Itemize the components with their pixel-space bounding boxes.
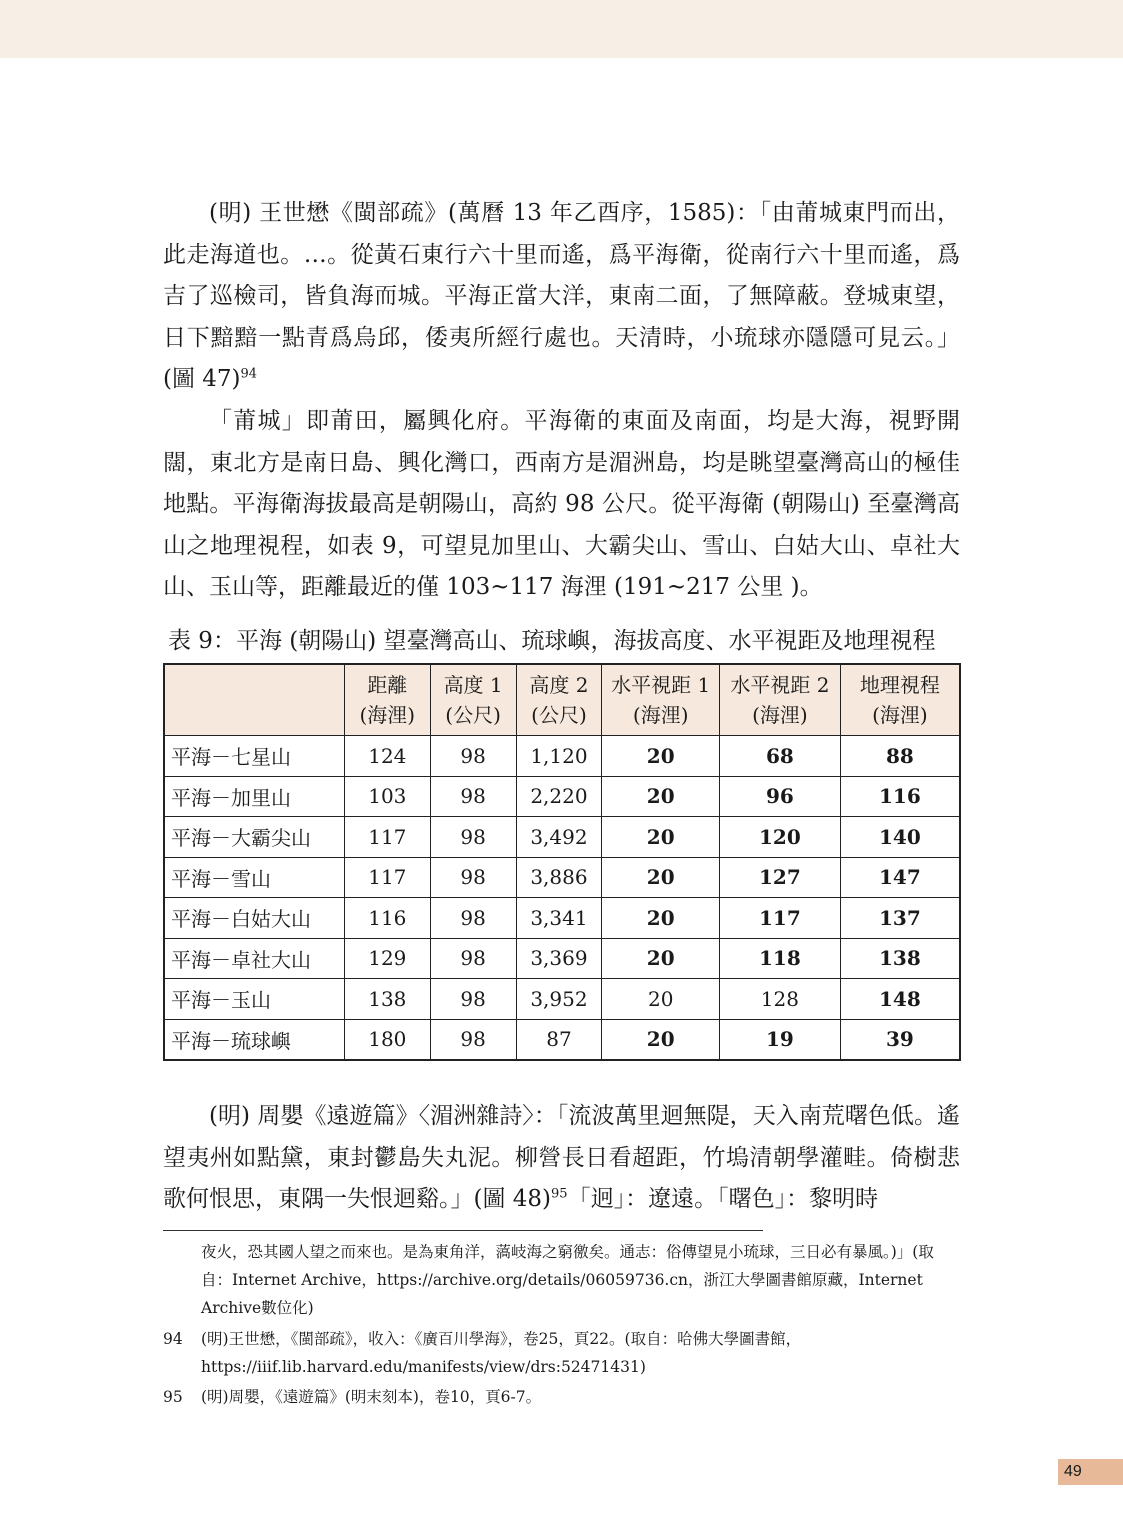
sight-distance-table xyxy=(163,663,961,1061)
cell-height2: 3,886 xyxy=(516,857,602,898)
cell-horizon2: 19 xyxy=(720,1019,841,1060)
paragraph-zhou-ying xyxy=(163,1096,960,1221)
top-header-band xyxy=(0,0,1123,58)
cell-geo-range: 148 xyxy=(840,979,960,1020)
cell-geo-range: 39 xyxy=(840,1019,960,1060)
header-geo-range: 地理視程 (海浬) xyxy=(840,664,960,736)
cell-horizon1: 20 xyxy=(602,1019,720,1060)
cell-height2: 87 xyxy=(516,1019,602,1060)
cell-distance: 117 xyxy=(344,817,430,858)
paragraph-wang-shimao xyxy=(163,193,960,401)
cell-height2: 3,369 xyxy=(516,938,602,979)
cell-geo-range: 147 xyxy=(840,857,960,898)
header-horizon2: 水平視距 2 (海浬) xyxy=(720,664,841,736)
footnote-95 xyxy=(163,1383,963,1411)
footnote-94 xyxy=(163,1325,963,1381)
cell-horizon2: 96 xyxy=(720,776,841,817)
cell-geo-range: 116 xyxy=(840,776,960,817)
table-row xyxy=(164,1019,960,1060)
row-name: 平海－大霸尖山 xyxy=(164,817,344,858)
cell-geo-range: 137 xyxy=(840,898,960,939)
cell-horizon2: 68 xyxy=(720,736,841,777)
cell-horizon1: 20 xyxy=(602,979,720,1020)
cell-distance: 124 xyxy=(344,736,430,777)
footnote-text: (明)周嬰，《遠遊篇》(明末刻本)，卷10，頁6-7。 xyxy=(201,1388,542,1406)
header-corner xyxy=(164,664,344,736)
table-row xyxy=(164,817,960,858)
row-name: 平海－白姑大山 xyxy=(164,898,344,939)
paragraph-putian: 「莆城」即莆田，屬興化府。平海衛的東面及南面，均是大海，視野開闊，東北方是南日島、興化灣口，西南方是湄洲島，均是眺望臺灣高山的極佳地點。平海衛海拔最高是朝陽山，高約 98 公尺。從平海衛 (朝陽山) 至臺灣高山之地理視程，如表 9，可望見加里山、大霸尖山、雪山、白姑大山、卓社大山、玉山等，距離最近的僅 103~117 海浬 (191~217 公里 )。 xyxy=(163,408,960,600)
footnote-divider xyxy=(163,1230,763,1231)
cell-geo-range: 140 xyxy=(840,817,960,858)
cell-height1: 98 xyxy=(430,938,516,979)
table-caption: 表 9：平海 (朝陽山) 望臺灣高山、琉球嶼，海拔高度、水平視距及地理視程 xyxy=(168,628,936,654)
table-row xyxy=(164,857,960,898)
row-name: 平海－卓社大山 xyxy=(164,938,344,979)
cell-height1: 98 xyxy=(430,817,516,858)
cell-horizon1: 20 xyxy=(602,938,720,979)
header-height2: 高度 2 (公尺) xyxy=(516,664,602,736)
cell-horizon1: 20 xyxy=(602,776,720,817)
cell-height2: 2,220 xyxy=(516,776,602,817)
table-row xyxy=(164,898,960,939)
header-height1: 高度 1 (公尺) xyxy=(430,664,516,736)
cell-height1: 98 xyxy=(430,898,516,939)
table-row xyxy=(164,979,960,1020)
cell-horizon1: 20 xyxy=(602,817,720,858)
table-row xyxy=(164,938,960,979)
paragraph-text: (明) 周嬰《遠遊篇》〈湄洲雜詩〉：「流波萬里迴無隄，天入南荒曙色低。遙望夷州如點黛，東封鬱島失丸泥。柳營長日看超距，竹塢清朝學灌畦。倚樹悲歌何恨思，東隅一失恨迴谿。」(圖 48) xyxy=(163,1103,960,1212)
cell-horizon2: 128 xyxy=(720,979,841,1020)
footnote-number: 95 xyxy=(163,1388,183,1406)
cell-horizon2: 117 xyxy=(720,898,841,939)
footnote-ref[interactable]: 94 xyxy=(240,366,258,382)
cell-horizon1: 20 xyxy=(602,736,720,777)
row-name: 平海－七星山 xyxy=(164,736,344,777)
cell-distance: 103 xyxy=(344,776,430,817)
footnote-text: (明)王世懋，《閩部疏》，收入：《廣百川學海》，卷25，頁22。(取自：哈佛大學圖書館，https://iiif.lib.harvard.edu/manifests/view/drs:52471431) xyxy=(201,1330,802,1376)
row-name: 平海－琉球嶼 xyxy=(164,1019,344,1060)
cell-height2: 3,341 xyxy=(516,898,602,939)
footnote-number: 94 xyxy=(163,1330,183,1348)
cell-height1: 98 xyxy=(430,857,516,898)
paragraph-text: (明) 王世懋《閩部疏》(萬曆 13 年乙酉序，1585)：「由莆城東門而出，此走海道也。…。從黃石東行六十里而遙，爲平海衛，從南行六十里而遙，爲吉了巡檢司，皆負海而城。平海正當大洋，東南二面，了無障蔽。登城東望，日下黯黯一點青爲烏邱，倭夷所經行處也。天清時，小琉球亦隱隱可見云。」(圖 47) xyxy=(163,200,960,392)
cell-distance: 138 xyxy=(344,979,430,1020)
row-name: 平海－雪山 xyxy=(164,857,344,898)
cell-distance: 116 xyxy=(344,898,430,939)
table-row xyxy=(164,736,960,777)
cell-distance: 117 xyxy=(344,857,430,898)
cell-height1: 98 xyxy=(430,979,516,1020)
header-horizon1: 水平視距 1 (海浬) xyxy=(602,664,720,736)
row-name: 平海－玉山 xyxy=(164,979,344,1020)
cell-height2: 3,952 xyxy=(516,979,602,1020)
cell-height1: 98 xyxy=(430,736,516,777)
cell-horizon2: 120 xyxy=(720,817,841,858)
cell-geo-range: 138 xyxy=(840,938,960,979)
footnote-continued: 夜火，恐其國人望之而來也。是為東角洋，薃岐海之窮徼矣。通志：俗傳望見小琉球，三日必有暴風。)」(取自：Internet Archive，https://archive.org/details/06059736.cn，浙江大學圖書館原藏，Internet Archive數位化) xyxy=(201,1243,934,1317)
cell-height1: 98 xyxy=(430,776,516,817)
cell-height1: 98 xyxy=(430,1019,516,1060)
paragraph-text-tail: 「迥」：遼遠。「曙色」：黎明時 xyxy=(567,1186,879,1212)
cell-geo-range: 88 xyxy=(840,736,960,777)
table-header-row xyxy=(164,664,960,736)
cell-horizon2: 127 xyxy=(720,857,841,898)
page-number: 49 xyxy=(1058,1459,1123,1485)
cell-horizon1: 20 xyxy=(602,898,720,939)
header-distance: 距離 (海浬) xyxy=(344,664,430,736)
cell-distance: 180 xyxy=(344,1019,430,1060)
cell-horizon1: 20 xyxy=(602,857,720,898)
table-row xyxy=(164,776,960,817)
cell-distance: 129 xyxy=(344,938,430,979)
cell-height2: 3,492 xyxy=(516,817,602,858)
row-name: 平海－加里山 xyxy=(164,776,344,817)
cell-height2: 1,120 xyxy=(516,736,602,777)
footnote-ref[interactable]: 95 xyxy=(551,1186,568,1202)
cell-horizon2: 118 xyxy=(720,938,841,979)
